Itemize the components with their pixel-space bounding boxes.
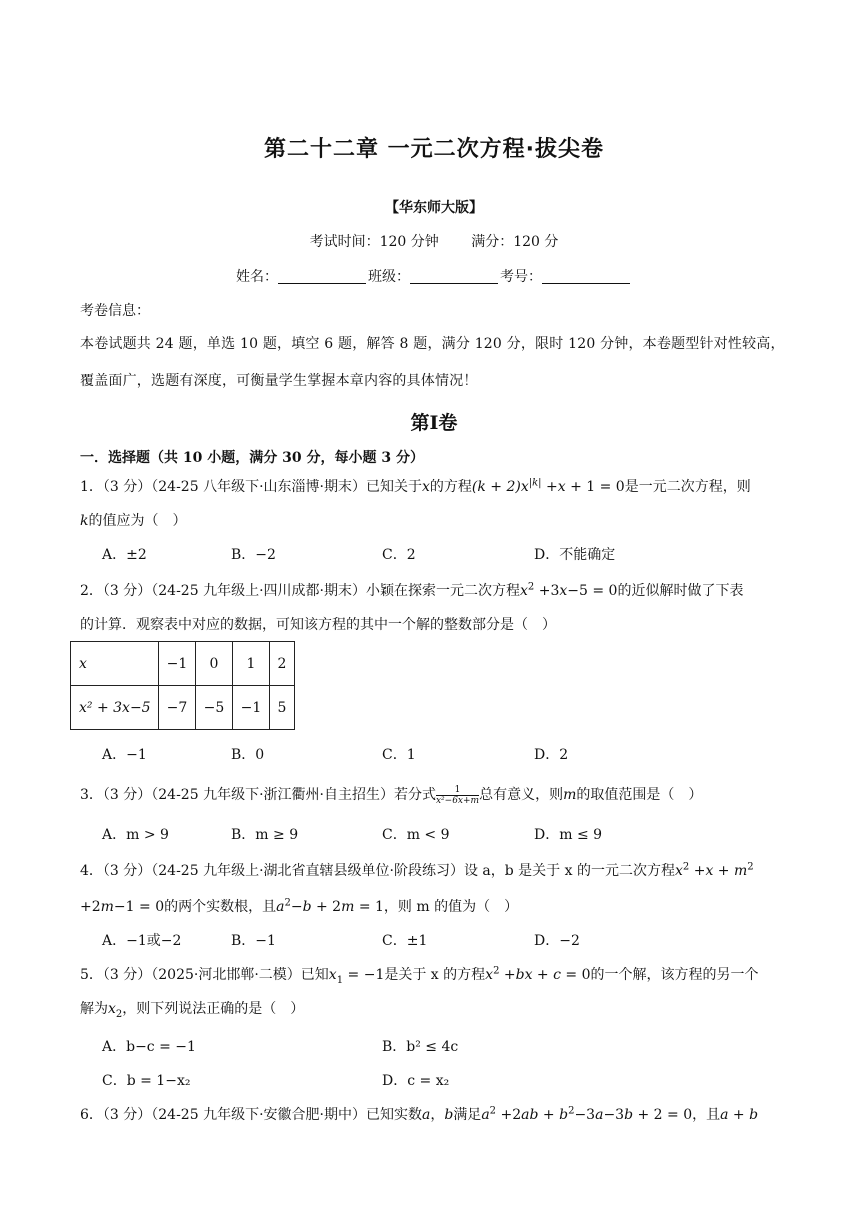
number-label: 考号： [500, 269, 542, 285]
table-cell: −1 [159, 642, 196, 686]
q4-option-d: D．−2 [534, 933, 580, 949]
q3-option-c: C．m < 9 [382, 827, 450, 843]
edition-label: 【华东师大版】 [385, 200, 483, 216]
info-heading: 考卷信息： [80, 303, 150, 319]
table-cell: −5 [196, 686, 233, 730]
question-5-line2: 解为$x_2$，则下列说法正确的是（ ） [80, 1001, 305, 1020]
q5-option-b: B．b² ≤ 4c [382, 1039, 459, 1055]
q5-option-a: A．b−c = −1 [102, 1039, 196, 1055]
table-cell: 0 [196, 642, 233, 686]
question-1-line1: 1．（3 分）（24-25 八年级下·山东淄博·期末）已知关于x的方程$(k + 2)x^{|k|} +x + 1 = 0$是一元二次方程，则 [80, 477, 751, 495]
q3-option-d: D．m ≤ 9 [534, 827, 603, 843]
q1-option-d: D．不能确定 [534, 547, 616, 563]
table-row [71, 686, 295, 730]
q5-option-d: D．c = x₂ [382, 1073, 450, 1089]
table-row [71, 642, 295, 686]
name-label: 姓名： [236, 269, 278, 285]
question-4-line2: +2m−1 = 0的两个实数根，且$a^2-b + 2m = 1$，则 m 的值为（ ） [80, 897, 519, 915]
question-6-line1: 6．（3 分）（24-25 九年级下·安徽合肥·期中）已知实数a，b满足$a^2 +2ab + b^2-3a-3b + 2 = 0$，且a + b [80, 1105, 759, 1123]
q2-option-b: B．0 [231, 747, 265, 763]
table-row-header: x² + 3x−5 [71, 686, 159, 730]
q4-option-c: C．±1 [382, 933, 428, 949]
question-2-line2: 的计算．观察表中对应的数据，可知该方程的其中一个解的整数部分是（ ） [80, 617, 556, 633]
question-2-line1: 2．（3 分）（24-25 九年级上·四川成都·期末）小颖在探索一元二次方程$x^2 +3x-5 = 0$的近似解时做了下表 [80, 581, 744, 599]
exam-meta [0, 231, 868, 251]
table-cell: −7 [159, 686, 196, 730]
section-heading: 一．选择题（共 10 小题，满分 30 分，每小题 3 分） [80, 450, 424, 466]
class-blank [410, 269, 498, 284]
question-5-line1: 5．（3 分）（2025·河北邯郸·二模）已知$x_1 = -1$是关于 x 的方程$x^2 +bx + c = 0$的一个解，该方程的另一个 [80, 965, 759, 986]
q1-option-b: B．−2 [231, 547, 276, 563]
table-cell: 1 [233, 642, 270, 686]
exam-time: 考试时间：120 分钟 [309, 234, 439, 250]
name-blank [278, 269, 366, 284]
table-cell: −1 [233, 686, 270, 730]
q1-option-a: A．±2 [102, 547, 147, 563]
q5-option-c: C．b = 1−x₂ [102, 1073, 191, 1089]
q3-option-b: B．m ≥ 9 [231, 827, 299, 843]
class-label: 班级： [368, 269, 410, 285]
question-3-line1: 3．（3 分）（24-25 九年级下·浙江衢州·自主招生）若分式 $\frac{1}{\text{x²−6x+m}}$ 总有意义，则m的取值范围是（ ） [80, 784, 703, 806]
q2-option-a: A．−1 [102, 747, 147, 763]
q3-option-a: A．m > 9 [102, 827, 169, 843]
q2-data-table [70, 641, 295, 730]
number-blank [542, 269, 630, 284]
part-heading: 第Ⅰ卷 [410, 412, 458, 434]
full-score: 满分：120 分 [471, 234, 559, 250]
question-4-line1: 4．（3 分）（24-25 九年级上·湖北省直辖县级单位·阶段练习）设 a，b 是关于 x 的一元二次方程$x^2 +x + m^2$ [80, 861, 754, 879]
q4-option-b: B．−1 [231, 933, 276, 949]
table-cell: 2 [270, 642, 295, 686]
q2-option-c: C．1 [382, 747, 416, 763]
q1-option-c: C．2 [382, 547, 416, 563]
fraction: $\frac{1}{\text{x²−6x+m}}$ [435, 784, 480, 806]
info-text: 本卷试题共 24 题，单选 10 题，填空 6 题，解答 8 题，满分 120 分，限时 120 分钟，本卷题型针对性较高，覆盖面广，选题有深度，可衡量学生掌握本章内容的具体情况！ [80, 336, 785, 389]
table-row-header: x [71, 642, 159, 686]
student-info-line [0, 266, 868, 286]
page-title: 第二十二章 一元二次方程·拔尖卷 [263, 137, 605, 162]
q4-option-a: A．−1或−2 [102, 933, 182, 949]
q2-option-d: D．2 [534, 747, 569, 763]
table-cell: 5 [270, 686, 295, 730]
question-1-line2: k的值应为（ ） [80, 513, 187, 529]
